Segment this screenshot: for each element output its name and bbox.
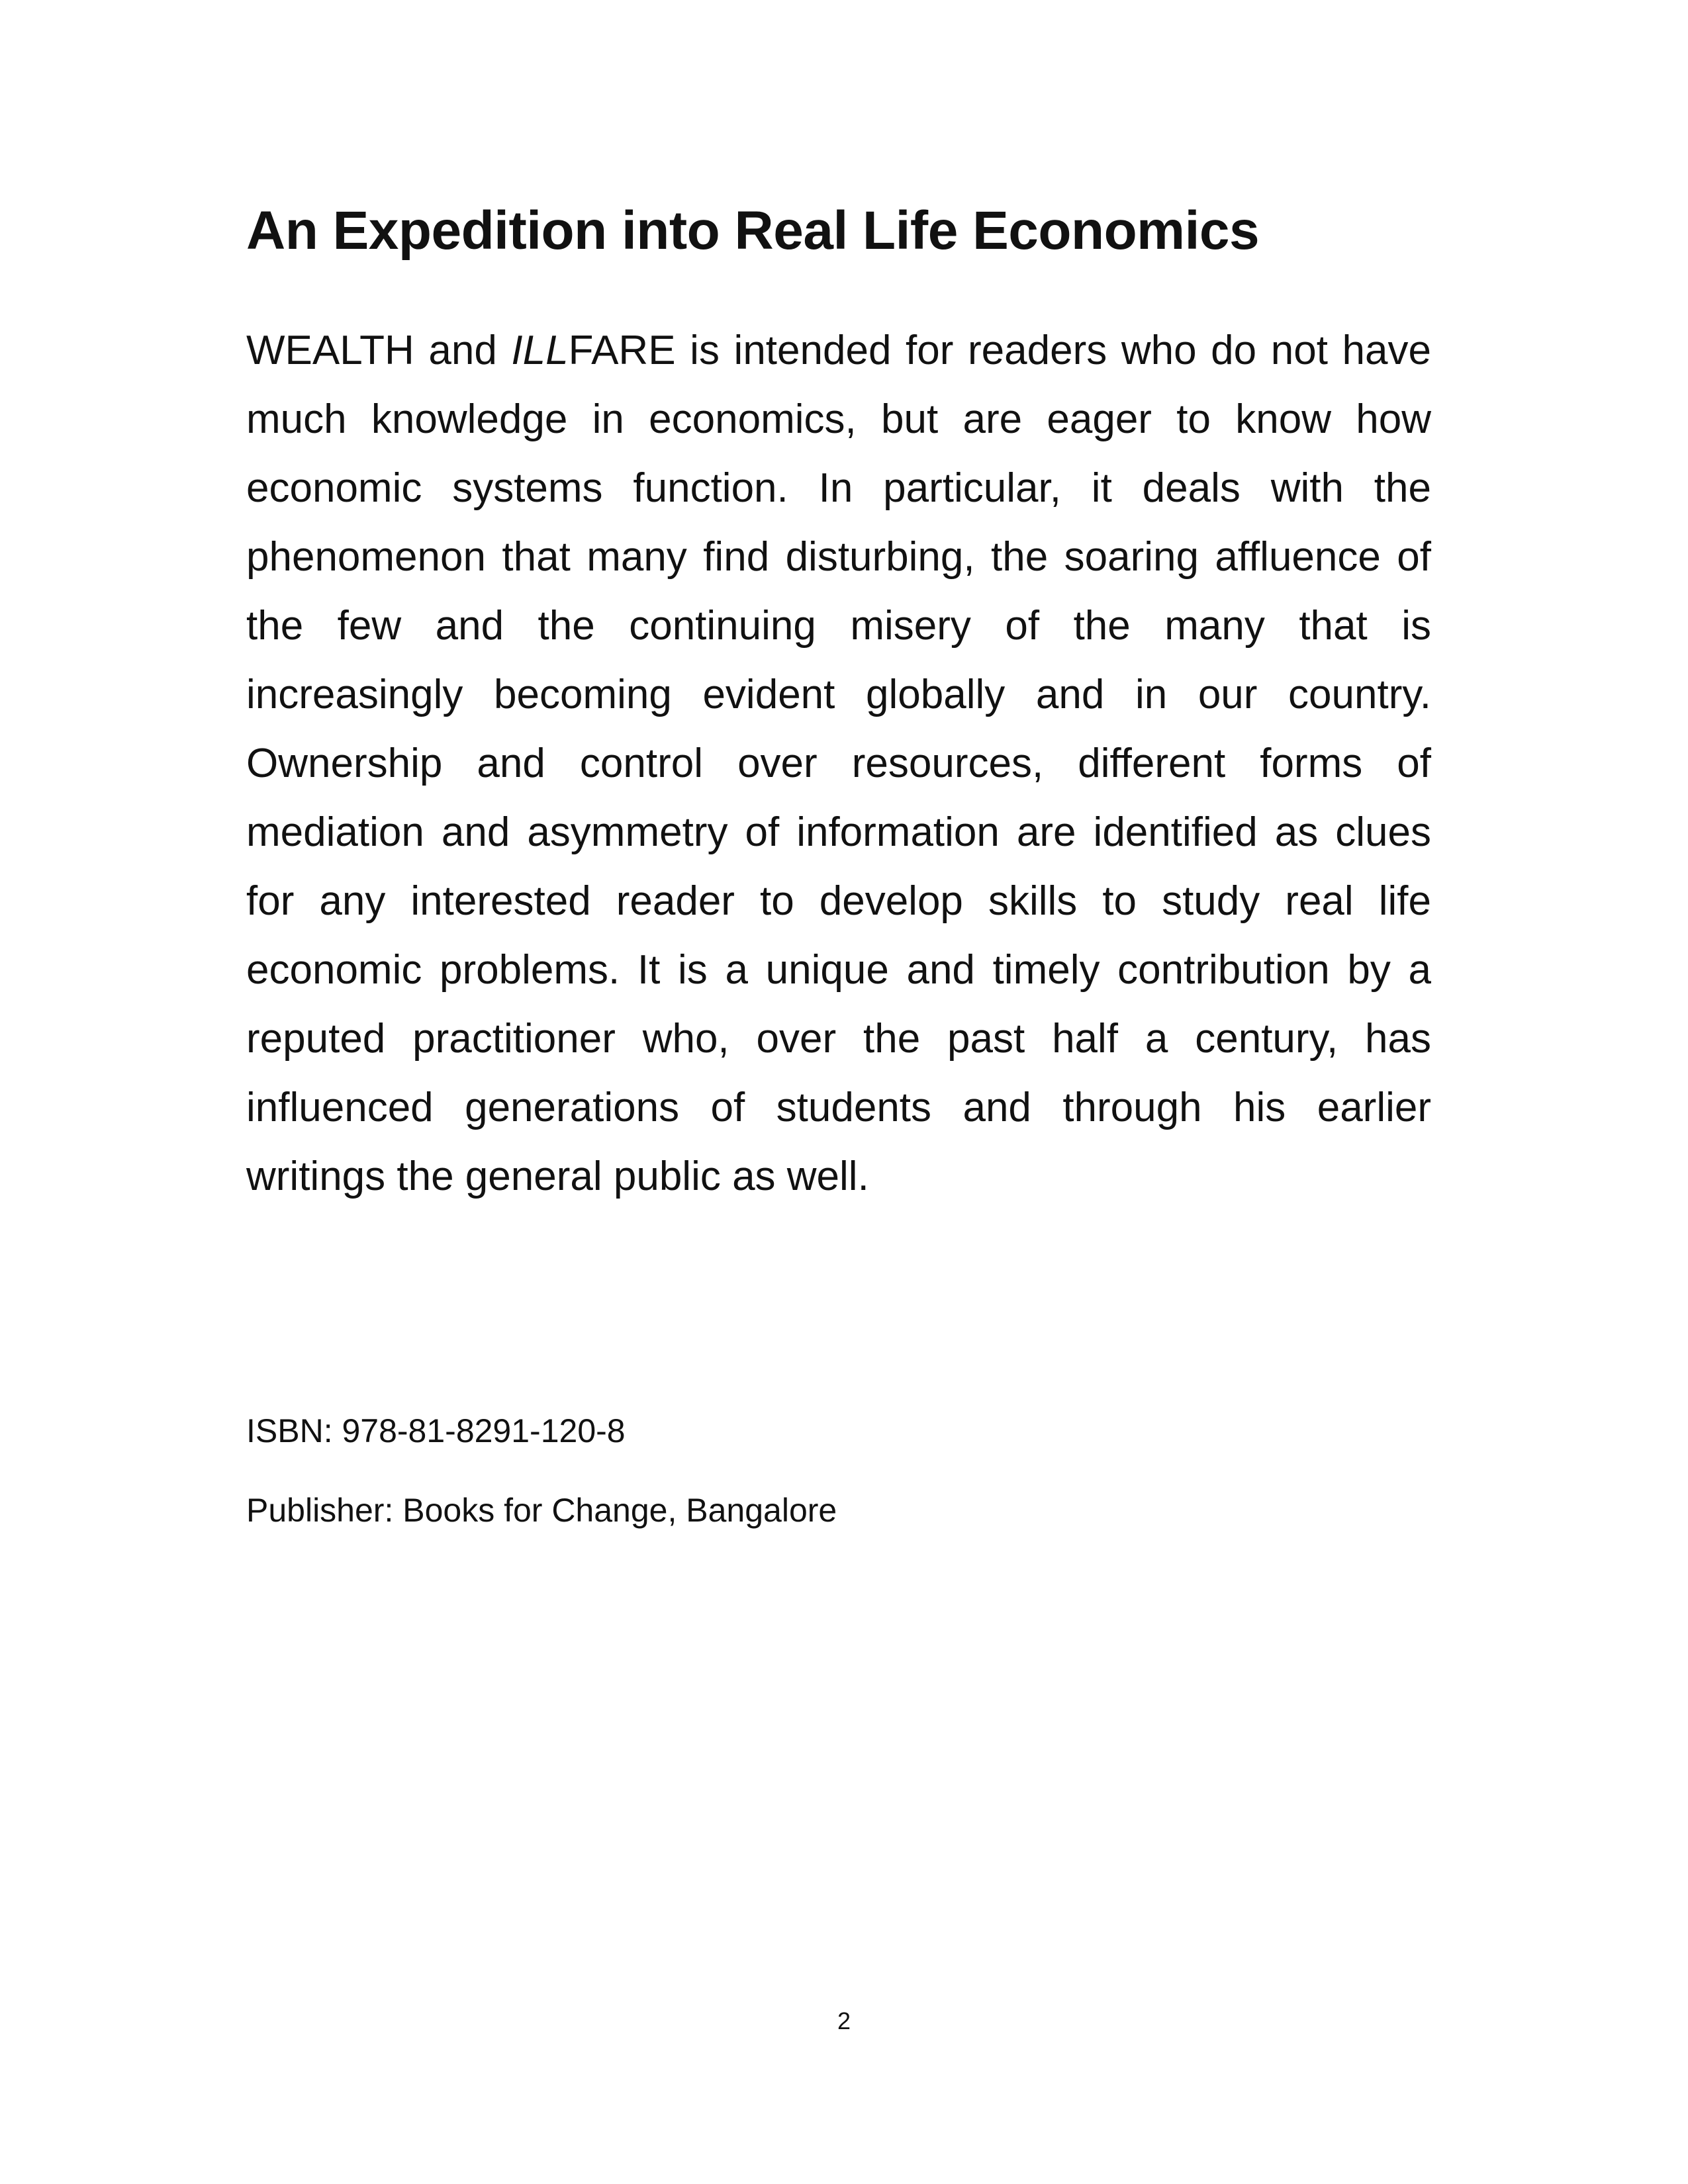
- page-number: 2: [837, 2007, 851, 2034]
- publisher-line: Publisher: Books for Change, Bangalore: [246, 1492, 837, 1529]
- body-paragraph: [246, 316, 1431, 1211]
- page-title: An Expedition into Real Life Economics: [246, 201, 1260, 261]
- paragraph-rest: FARE is intended for readers who do not have much knowledge in economics, but are eager to know how economic systems function. In particular, it deals with the phenomenon that many find disturbing, the soaring affluence of the few and the continuing misery of the many that is increasingly becoming evident globally and in our country. Ownership and control over resources, different forms of mediation and asymmetry of information are identified as clues for any interested reader to develop skills to study real life economic problems. It is a unique and timely contribution by a reputed practitioner who, over the past half a century, has influenced generations of students and through his earlier writings the general public as well.: [246, 328, 1431, 1199]
- paragraph-lead: WEALTH and: [246, 328, 512, 373]
- isbn-line: ISBN: 978-81-8291-120-8: [246, 1412, 626, 1449]
- paragraph-emphasis: ILL: [511, 328, 569, 373]
